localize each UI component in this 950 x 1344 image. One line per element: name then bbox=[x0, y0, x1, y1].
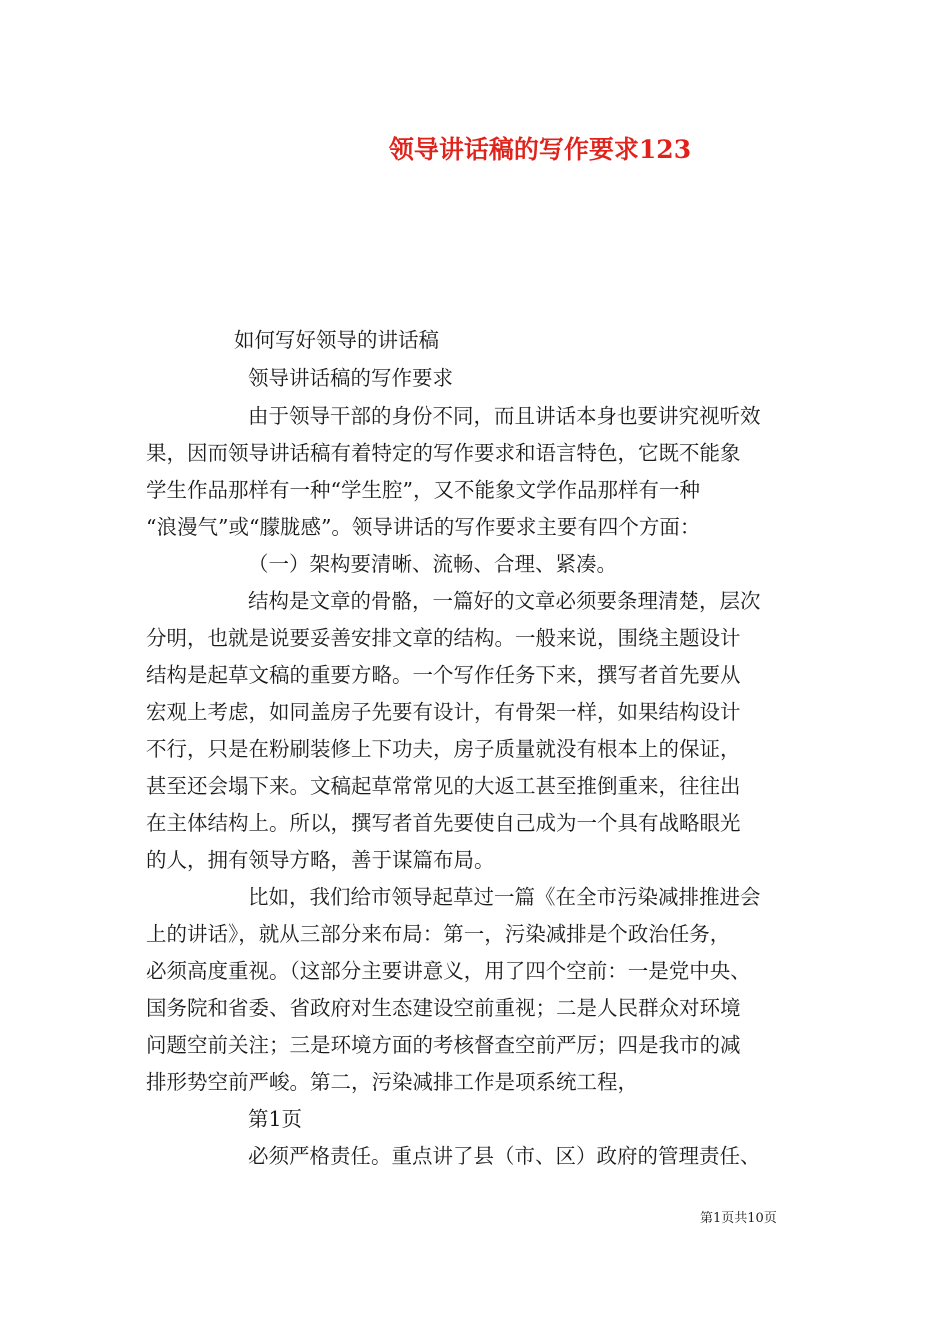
body-line: 必须严格责任。重点讲了县（市、区）政府的管理责任、 bbox=[248, 1144, 761, 1168]
body-line: 不行，只是在粉刷装修上下功夫，房子质量就没有根本上的保证， bbox=[146, 737, 741, 761]
body-line: 分明，也就是说要妥善安排文章的结构。一般来说，围绕主题设计 bbox=[146, 626, 741, 650]
page-footer: 第1页共10页 bbox=[700, 1211, 777, 1226]
section-heading: （一）架构要清晰、流畅、合理、紧凑。 bbox=[248, 552, 617, 576]
document-title: 领导讲话稿的写作要求123 bbox=[388, 135, 692, 164]
body-line: 在主体结构上。所以，撰写者首先要使自己成为一个具有战略眼光 bbox=[146, 811, 741, 835]
subheading-line: 领导讲话稿的写作要求 bbox=[248, 366, 453, 390]
body-line: 问题空前关注；三是环境方面的考核督查空前严厉；四是我市的减 bbox=[146, 1033, 741, 1057]
body-line: 宏观上考虑，如同盖房子先要有设计，有骨架一样，如果结构设计 bbox=[146, 700, 741, 724]
body-line: 国务院和省委、省政府对生态建设空前重视；二是人民群众对环境 bbox=[146, 996, 741, 1020]
body-line: 结构是起草文稿的重要方略。一个写作任务下来，撰写者首先要从 bbox=[146, 663, 741, 687]
body-line: 甚至还会塌下来。文稿起草常常见的大返工甚至推倒重来，往往出 bbox=[146, 774, 741, 798]
body-line: 果，因而领导讲话稿有着特定的写作要求和语言特色，它既不能象 bbox=[146, 441, 741, 465]
inline-page-marker: 第1页 bbox=[248, 1107, 303, 1131]
heading-line: 如何写好领导的讲话稿 bbox=[234, 328, 439, 352]
body-line: 的人，拥有领导方略，善于谋篇布局。 bbox=[146, 848, 495, 872]
body-line: 比如，我们给市领导起草过一篇《在全市污染减排推进会 bbox=[248, 885, 761, 909]
body-line: “浪漫气”或“朦胧感”。领导讲话的写作要求主要有四个方面： bbox=[146, 515, 701, 539]
body-line: 由于领导干部的身份不同，而且讲话本身也要讲究视听效 bbox=[248, 404, 761, 428]
body-line: 上的讲话》，就从三部分来布局：第一，污染减排是个政治任务， bbox=[146, 922, 731, 946]
body-line: 学生作品那样有一种“学生腔”，又不能象文学作品那样有一种 bbox=[146, 478, 700, 502]
body-line: 必须高度重视。（这部分主要讲意义，用了四个空前：一是党中央、 bbox=[146, 959, 751, 983]
body-line: 排形势空前严峻。第二，污染减排工作是项系统工程， bbox=[146, 1070, 638, 1094]
body-line: 结构是文章的骨骼，一篇好的文章必须要条理清楚，层次 bbox=[248, 589, 761, 613]
